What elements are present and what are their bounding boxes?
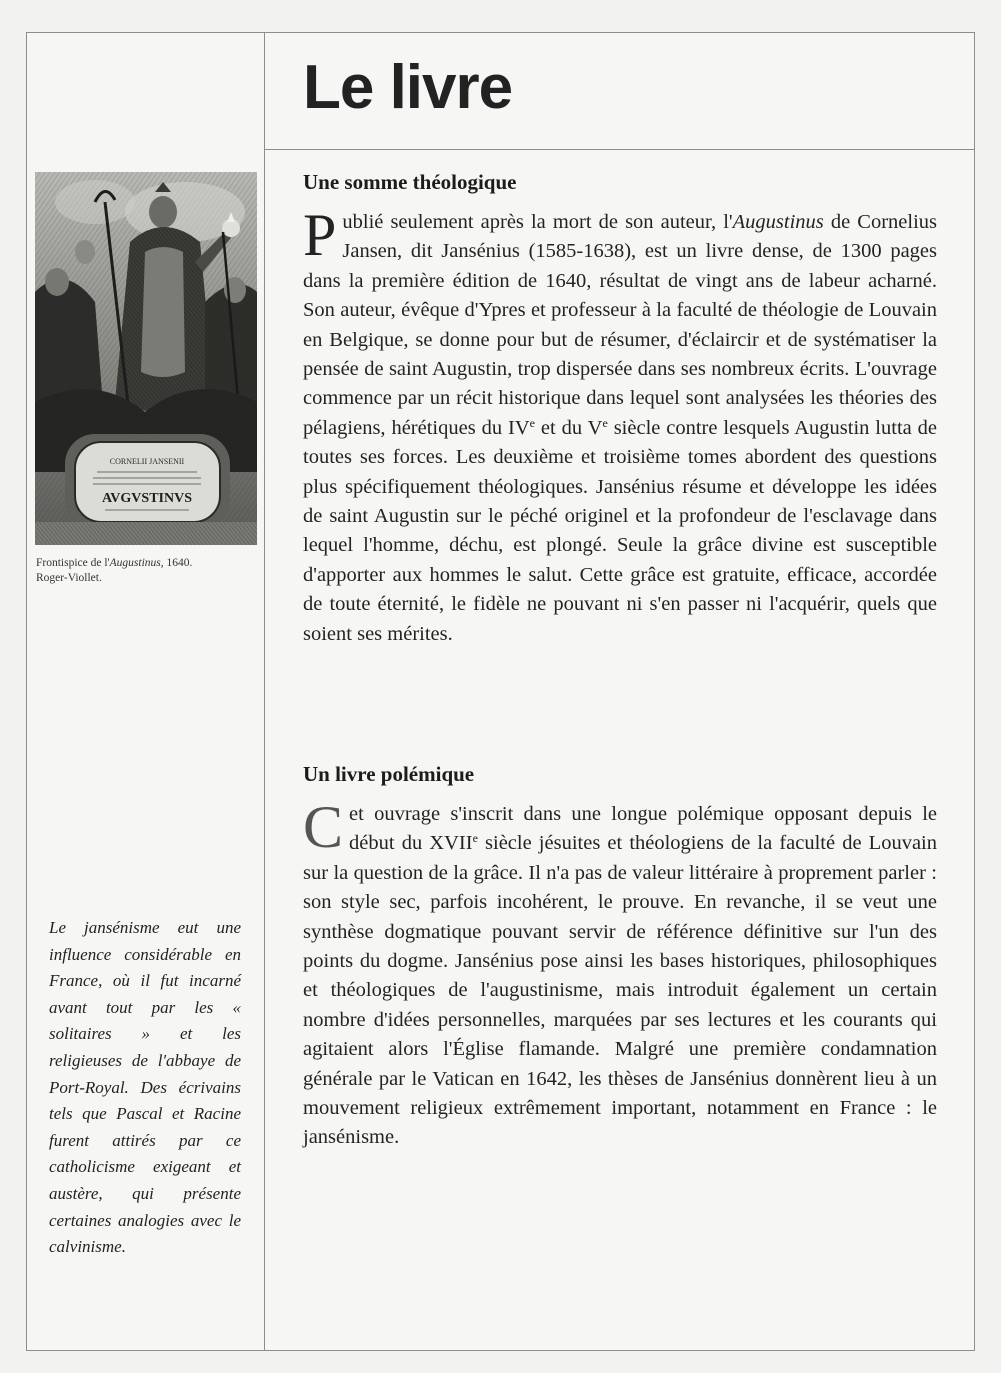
section-paragraph: Cet ouvrage s'inscrit dans une longue polémique opposant depuis le début du XVIIe siècle jésuites et théologiens de la faculté de Louvain sur la question de la grâce. Il n'a pas de valeur littéraire à proprement parler : son style sec, parfois incohérent, le prouve. En revanche, il se veut une synthèse dogmatique pouvant servir de référence définitive sur l'un des points du dogme. Jansénius pose ainsi les bases historiques, philosophiques et théologiques de l'augustinisme, mais introduit également un certain nombre d'idées personnelles, marquées par ses lectures et les courants qui agitaient alors l'Église flamande. Malgré une première condamnation générale par le Vatican en 1642, les thèses de Jansénius donnèrent lieu à un mouvement religieux extrêmement important, notamment en France : le jansénisme. [303, 794, 937, 1149]
photo-credit: Roger-Viollet. [36, 572, 102, 584]
sidebar-quote: Le jansénisme eut une influence considérable en France, où il fut incarné avant tout par les « solitaires » et les religieuses de l'abbaye de Port-Royal. Des écrivains tels que Pascal et Racine furent attirés par ce catholicisme exigeant et austère, qui présente certaines analogies avec le calvinisme. [49, 918, 241, 1257]
frontispiece-image [35, 172, 257, 545]
section-paragraph: Publié seulement après la mort de son auteur, l'Augustinus de Cornelius Jansen, dit Jansénius (1585-1638), est un livre dense, de 1300 pages dans la première édition de 1640, résultat de vingt ans de labeur acharné. Son auteur, évêque d'Ypres et professeur à la faculté de théologie de Louvain en Belgique, se donne pour but de résumer, d'éclaircir et de systématiser la pensée de saint Augustin, trop dispersée dans ses nombreux écrits. L'ouvrage commence par un récit historique dans lequel sont analysées les théories des pélagiens, hérétiques du IVe et du Ve siècle contre lesquels Augustin lutta de toutes ses forces. Les deuxième et troisième tomes abordent des questions plus spécifiquement théologiques. Jansénius résume et développe les idées de saint Augustin sur le péché originel et la profondeur de l'esclavage dans lequel l'homme, déchu, est plongé. Seule la grâce divine est susceptible d'apporter aux hommes le salut. Cette grâce est gratuite, efficace, accordée de toute éternité, le fidèle ne pouvant ni s'en passer ni l'acquérir, quels que soient ses mérites. [303, 202, 937, 645]
section-heading: Une somme théologique [303, 170, 517, 194]
drop-cap: C [303, 794, 344, 860]
section-somme-theologique [303, 166, 937, 649]
page-title: Le livre [303, 53, 513, 122]
column-divider [264, 32, 265, 1351]
title-divider [264, 149, 975, 150]
cartouche-title: AVGVSTINVS [102, 491, 192, 506]
section-livre-polemique [303, 758, 937, 1153]
cartouche-text: CORNELII JANSENII [109, 457, 185, 466]
section-heading: Un livre polémique [303, 762, 475, 786]
figure-caption: Frontispice de l'Augustinus, 1640. Roger-Viollet. [36, 557, 193, 584]
drop-cap: P [303, 202, 337, 268]
